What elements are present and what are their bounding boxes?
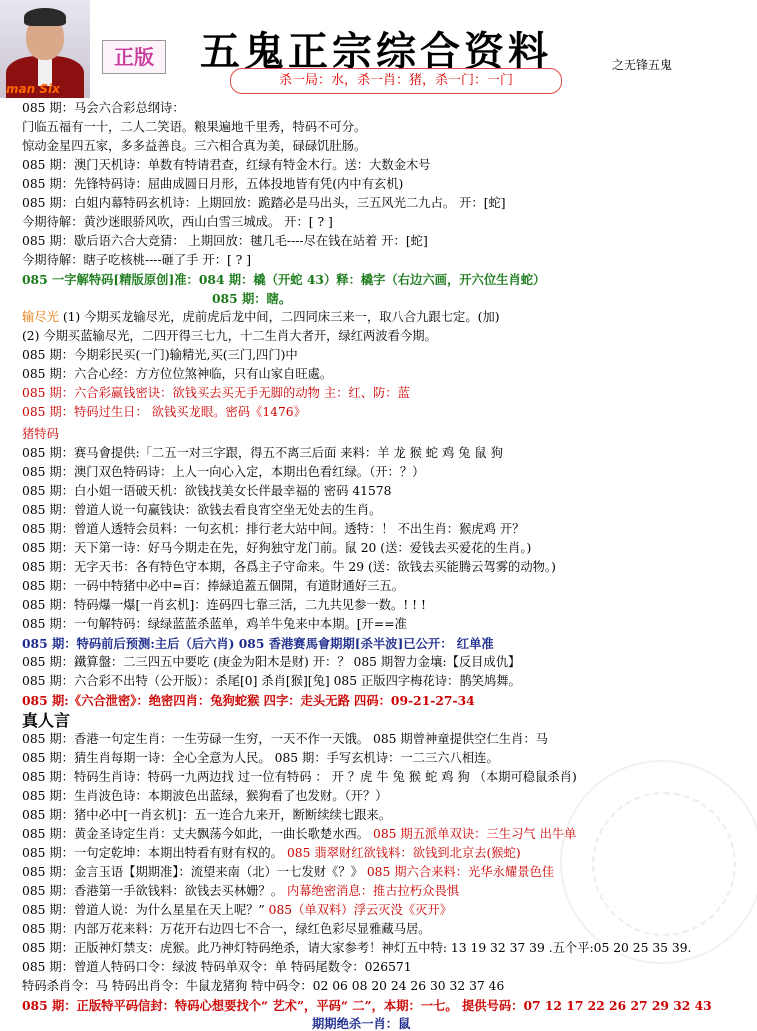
text-segment: 085 期智力金壤:【反目成仇】 (349, 655, 521, 669)
text-line (22, 959, 412, 976)
text-line (22, 769, 577, 786)
text-segment: 085（单双料）浮云灭没《灭开》 (264, 903, 452, 917)
text-segment: 085 翡翠财红欲钱料：欲钱到北京去(猴蛇) (283, 846, 521, 860)
text-segment: 085 期：黄金圣诗定生肖：丈夫飘荡今如此，一曲长歌楚水西。 (22, 827, 370, 841)
text-segment: 085 期：澳门天机诗：单数有特请君查，红绿有特金木行。送：大数金木号 (22, 158, 431, 172)
text-line (22, 195, 506, 212)
text-line (22, 616, 407, 633)
text-line (22, 502, 381, 519)
text-segment: 085 期曾神童提供空仁生肖：马 (369, 732, 548, 746)
text-segment: 085 正版四字梅花诗：鹊笑鸠舞。 (329, 674, 521, 688)
text-segment: 085 期：鐵算盤：二三四五中要吃 (庚金为阳木是财) 开：？ (22, 655, 350, 669)
text-segment: 内幕绝密消息：推古拉朽众畏惧 (283, 884, 460, 898)
text-line (22, 483, 391, 500)
text-line (22, 883, 459, 900)
text-line (22, 654, 520, 671)
text-line (22, 119, 366, 136)
text-segment: 085 期：曾道人特码口令：绿波 特码单双令：单 特码尾数令：026571 (22, 960, 412, 974)
text-segment: 085 期：猜生肖每期一诗：全心全意为人民。 (22, 751, 271, 765)
text-line (22, 807, 391, 824)
portrait-photo (0, 0, 90, 98)
text-segment: 085 期：无字天书：各有特色守本期，各爲主子守命来。牛 29 (送：欲钱去买能腾云驾雾的动物。) (22, 560, 556, 574)
text-line (312, 1015, 410, 1031)
text-segment: 开：[ ? ] (280, 215, 333, 229)
text-segment: 085 期：曾道人透特会员料：一句玄机：排行老大站中间。透特：！ 不出生肖：猴虎鸡 开？ (22, 522, 525, 536)
text-line (22, 176, 403, 193)
text-line (22, 366, 332, 383)
text-line (22, 978, 504, 995)
text-segment: 特码杀肖令：马 特码出肖令：牛鼠龙猪狗 特中码令：02 06 08 20 24 26 30 32 37 46 (22, 979, 505, 993)
text-segment: 085 期：天下第一诗：好马今期走在先，好狗独守龙门前。鼠 20 (送：爱钱去买爱花的生肖。) (22, 541, 532, 555)
dragon-watermark (560, 760, 757, 964)
genuine-badge: 正版 (102, 40, 166, 74)
text-segment: 084 期：橇（开蛇 43）释：橇字（右边六画，开六位生肖蛇） (198, 272, 546, 287)
text-segment: 085 期：先锋特码诗：屈曲成圆日月形，五体投地皆有凭(内中有玄机) (22, 177, 404, 191)
text-line (22, 750, 499, 767)
text-line (22, 921, 431, 938)
text-line (22, 464, 424, 481)
text-segment: 085 期：香港一句定生肖：一生劳碌一生穷，一天不作一天饿。 (22, 732, 370, 746)
text-line (22, 271, 545, 289)
text-segment: 085 期：一句定乾坤：本期出特看有财有权的。 (22, 846, 284, 860)
text-segment: 085 期：特码前后预测:主后（后六肖) (22, 636, 235, 651)
text-segment: 085 香港赛馬會期期[杀半波]已公开： 红单准 (234, 636, 494, 651)
text-segment: 085 期：一句解特码：绿绿蓝蓝杀蓝单，鸡羊牛兔来中本期。[开==准 (22, 617, 407, 631)
text-line (22, 559, 556, 576)
text-segment: 085 期：赛马會提供:「二五一对三字跟，得五不离三后面 来料：羊 龙 猴 蛇 鸡 兔 鼠 狗 (22, 446, 503, 460)
text-line (22, 157, 431, 174)
text-segment: 输尽光 (22, 310, 59, 324)
text-line (22, 233, 428, 250)
photo-logo: man Six (6, 82, 60, 96)
text-segment: 门临五福有一十，二人二笑语。粮果遍地千里秀，特码不可分。 (22, 120, 367, 134)
kill-line-box: 杀一局：水，杀一肖：猪，杀一门：一门 (230, 68, 562, 94)
text-segment: 猪特码 (22, 427, 59, 441)
text-line (22, 214, 333, 231)
text-segment: 085 期：六合心经：方方位位煞神临，只有山家自旺處。 (22, 367, 333, 381)
text-line (22, 788, 388, 805)
text-line (22, 673, 521, 690)
text-segment: 085 期：内部万花来料：万花开右边四七不合一，绿红色彩尽显雅藏马居。 (22, 922, 431, 936)
text-segment: 085 期：特码爆一爆[一肖玄机]：连码四七靠三活，二九共见参一数。! ! ! (22, 598, 426, 612)
text-segment: 085 期：生肖波色诗：本期波色出蓝绿，猴狗看了也发财。（开？） (22, 789, 388, 803)
text-line (22, 635, 494, 653)
page-title: 五鬼正宗综合资料 (200, 28, 552, 75)
text-line (22, 712, 70, 731)
text-line (22, 864, 554, 881)
text-segment: (2) 今期买蓝输尽光，二四开得三七九，十二生肖大者开，绿红两波看今期。 (22, 329, 437, 343)
text-segment: 085 期：猪中必中[一肖玄机]：五一连合九来开，断断续续七跟来。 (22, 808, 391, 822)
text-segment: 惊动金星四五家，多多益善良。三六相合真为美，碌碌饥肚肠。 (22, 139, 367, 153)
text-line (22, 540, 531, 557)
text-line (22, 997, 712, 1015)
text-line (22, 426, 59, 443)
hair-shape (24, 8, 66, 26)
text-segment: 085 期：金言玉语【期期准】：流望来南（北）一七发财《？》 (22, 865, 363, 879)
text-segment: 今期待解：黄沙迷眼骄风吹，西山白雪三城成。 (22, 215, 281, 229)
text-line (22, 347, 298, 364)
subtitle-right: 之无锋五鬼 (612, 58, 673, 72)
text-segment: 085 期：马会六合彩总纲诗： (22, 101, 185, 115)
text-line (22, 138, 366, 155)
header (0, 0, 757, 100)
text-segment: 085 期：六合彩赢钱密诀：欲钱买去买无手无脚的动物 主：红、防：蓝 (22, 386, 410, 400)
text-line (22, 385, 410, 402)
text-segment: 085 期：今期彩民买(一门)输精光,买(三门,四门)中 (22, 348, 298, 362)
text-segment: 085 期：一码中特猪中必中=百：捧緑追蓋五個開，有道財通好三五。 (22, 579, 404, 593)
text-segment: 085 期五派单双诀：三生习气 出牛单 (369, 827, 577, 841)
text-line (22, 845, 521, 862)
text-segment: 085 期：曾道人说：为什么星星在天上呢？” (22, 903, 265, 917)
text-line (22, 445, 503, 462)
text-segment: 085 期：香港第一手欲钱料：欲钱去买林姗？。 (22, 884, 284, 898)
text-line (22, 309, 500, 326)
text-segment: 085 期：正版神灯禁支：虎猴。此乃神灯特码绝杀，请大家参考！神灯五中特: 13 19 32 37 39 .五个平:05 20 25 35 39. (22, 941, 692, 955)
text-line (22, 100, 185, 117)
text-segment: (1) 今期买龙输尽光，虎前虎后龙中间，二四同床三来一，取八合九跟七定。(加) (58, 310, 500, 324)
text-segment: 期期绝杀一肖：鼠 (312, 1016, 411, 1031)
text-segment: 085 期：正版特平码信封：特码心想要找个“ 艺术”，平码“ 二”，本期：一七。 提供号码：07 12 17 22 26 27 29 32 43 (22, 998, 712, 1013)
text-segment: 085 期：澳门双色特码诗：上人一向心入定，本期出色看红绿。（开：？） (22, 465, 425, 479)
text-segment: 085 期六合来料：光华永耀景色佳 (362, 865, 555, 879)
text-segment: 085 期：白小姐一语破天机：欲钱找美女长伴最幸福的 密码 41578 (22, 484, 392, 498)
text-segment: 今期待解：瞎子吃核桃----砸了手 (22, 253, 199, 267)
text-segment: 085 期：白姐内幕特码玄机诗：上期回放：跪踏必是马出头，三五风光二九占。 (22, 196, 456, 210)
text-segment: 085 期：特码生肖诗：特码一九两边找 过一位有特码 ： 开 ？虎 牛 兔 猴 蛇 鸡 狗 （本期可稳鼠杀肖) (22, 770, 577, 784)
text-line (22, 252, 251, 269)
text-line (22, 328, 437, 345)
text-line (212, 290, 291, 308)
text-segment: 085 期:《六合泄密》：绝密四肖：兔狗蛇猴 四字：走头无路 四码：09-21-27-34 (22, 693, 475, 708)
text-line (22, 731, 548, 748)
text-segment: 真人言 (22, 711, 71, 730)
text-line (22, 902, 452, 919)
text-segment: 开：[蛇] (377, 234, 428, 248)
text-line (22, 826, 576, 843)
text-segment: 开：[ ? ] (198, 253, 251, 267)
text-segment: 085 期：六合彩不出特（公开版）：杀尾[0] 杀肖[猴][兔] (22, 674, 330, 688)
text-line (22, 940, 691, 957)
text-line (22, 578, 404, 595)
text-segment: 085 期：歇后语六合大竞猜： 上期回放：毽几毛----尽在钱在站着 (22, 234, 378, 248)
text-segment: 085 期：特码过生日： 欲钱买龙眼。密码《1476》 (22, 405, 306, 419)
text-segment: 085 一字解特码[精版原创]准： (22, 272, 199, 287)
text-segment: 085 期：曾道人说一句赢钱诀：欲钱去看良宵空坐无处去的生肖。 (22, 503, 382, 517)
text-segment: 开：[蛇] (455, 196, 506, 210)
text-line (22, 692, 475, 710)
text-line (22, 521, 524, 538)
text-line (22, 404, 306, 421)
text-segment: 085 期：手写玄机诗：一二三六八相连。 (270, 751, 499, 765)
text-segment: 085 期：瞎。 (212, 291, 292, 306)
text-line (22, 597, 426, 614)
